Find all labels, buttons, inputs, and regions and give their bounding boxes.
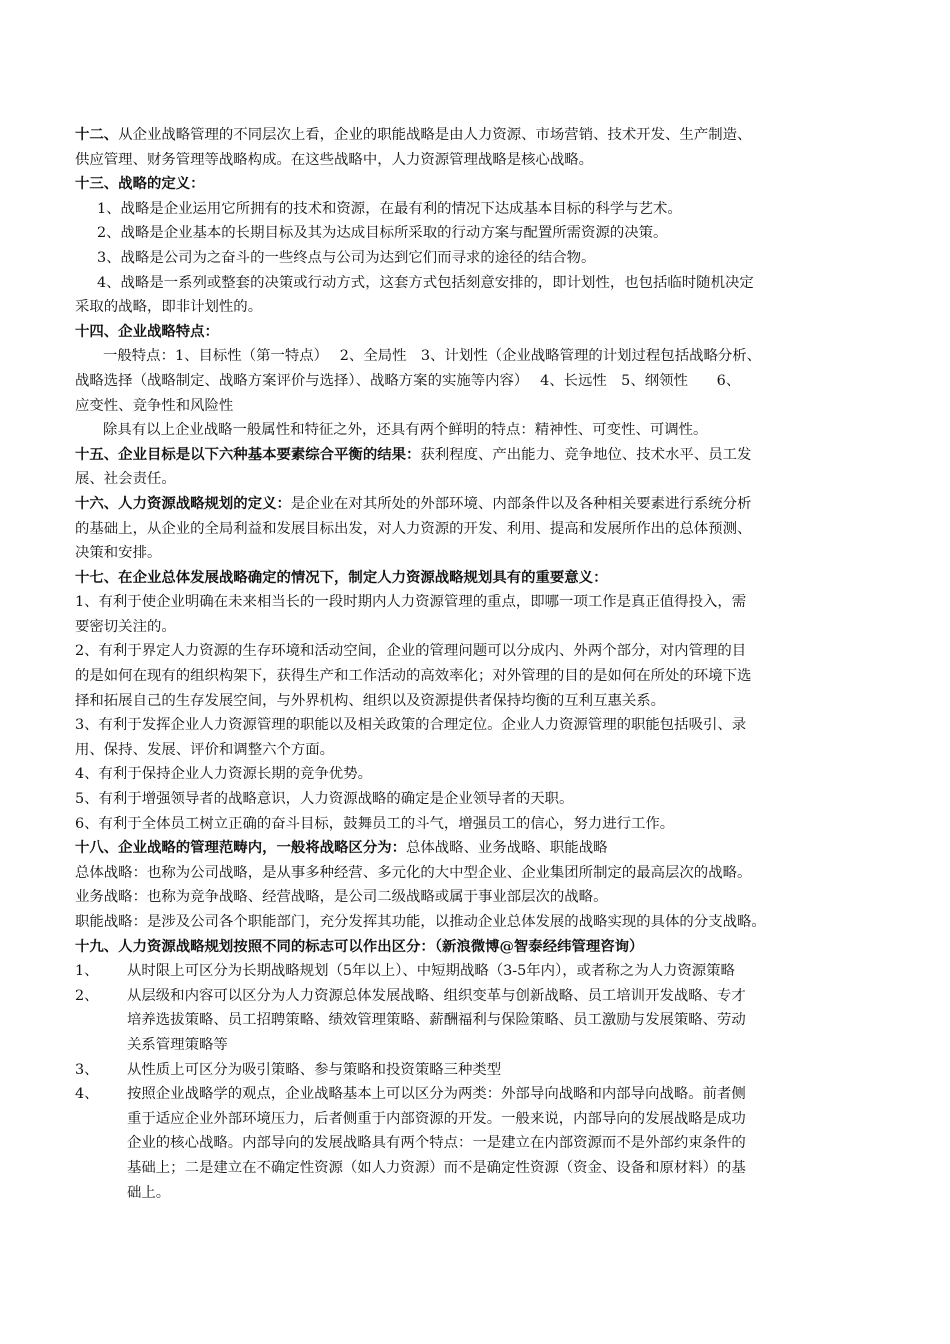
section-18-line: 业务战略：也称为竞争战略、经营战略，是公司二级战略或属于事业部层次的战略。 [75, 889, 608, 906]
section-16-line-1 [75, 492, 875, 517]
section-18-heading: 十八、企业战略的管理范畴内，一般将战略区分为： [75, 839, 406, 857]
section-19-item-2 [75, 984, 875, 1058]
item-line: 基础上；二是建立在不确定性资源（如人力资源）而不是确定性资源（资金、设备和原材料）的基 [127, 1159, 746, 1176]
item-number: 3、 [75, 1061, 99, 1078]
item-line: 企业的核心战略。内部导向的发展战略具有两个特点：一是建立在内部资源而不是外部约束条件的 [127, 1135, 746, 1152]
section-17-line: 1、有利于使企业明确在未来相当长的一段时期内人力资源管理的重点，即哪一项工作是真正值得投入，需 [75, 594, 747, 611]
section-17-line: 择和拓展自己的生存发展空间，与外界机构、组织以及资源提供者保持均衡的互利互惠关系。 [75, 692, 666, 709]
section-15-line-2: 展、社会责任。 [75, 471, 176, 488]
item-line: 从层级和内容可以区分为人力资源总体发展战略、组织变革与创新战略、员工培训开发战略、专才 [127, 987, 746, 1004]
section-15-text: 获利程度、产出能力、竞争地位、技术水平、员工发 [420, 446, 752, 463]
section-16-text: 是企业在对其所处的外部环境、内部条件以及各种相关要素进行系统分析 [290, 495, 752, 512]
item-line: 关系管理策略等 [127, 1036, 228, 1053]
section-13-item-4: 4、战略是一系列或整套的决策或行动方式，这套方式包括刻意安排的，即计划性，也包括临时随机决定 [97, 274, 754, 291]
section-14-heading: 十四、企业战略特点： [75, 322, 219, 340]
section-15-line-1 [75, 443, 875, 468]
section-17-line: 2、有利于界定人力资源的生存环境和活动空间，企业的管理问题可以分成内、外两个部分，对内管理的目 [75, 643, 747, 660]
item-line: 从时限上可区分为长期战略规划（5年以上）、中短期战略（3-5年内），或者称之为人力资源策略 [127, 963, 735, 980]
section-15-heading: 十五、企业目标是以下六种基本要素综合平衡的结果： [75, 445, 421, 463]
section-17-line: 用、保持、发展、评价和调整六个方面。 [75, 741, 335, 758]
section-16-heading: 十六、人力资源战略规划的定义： [75, 494, 291, 512]
section-18-line: 职能战略：是涉及公司各个职能部门，充分发挥其功能，以推动企业总体发展的战略实现的具体的分支战略。 [75, 914, 766, 930]
section-13-item-1: 1、战略是企业运用它所拥有的技术和资源，在最有利的情况下达成基本目标的科学与艺术。 [97, 200, 682, 217]
item-line: 础上。 [127, 1184, 171, 1201]
section-13-heading: 十三、战略的定义： [75, 175, 205, 193]
section-17-heading: 十七、在企业总体发展战略确定的情况下，制定人力资源战略规划具有的重要意义： [75, 568, 608, 586]
item-number: 4、 [75, 1086, 99, 1103]
section-12-text: 从企业战略管理的不同层次上看，企业的职能战略是由人力资源、市场营销、技术开发、生产制造、 [118, 127, 752, 143]
item-line: 从性质上可区分为吸引策略、参与策略和投资策略三种类型 [127, 1061, 502, 1078]
item-line: 培养选拔策略、员工招聘策略、绩效管理策略、薪酬福利与保险策略、员工激励与发展策略、劳动 [127, 1012, 746, 1029]
section-12-line-2: 供应管理、财务管理等战略构成。在这些战略中，人力资源管理战略是核心战略。 [75, 151, 594, 168]
section-13-item-2: 2、战略是企业基本的长期目标及其为达成目标所采取的行动方案与配置所需资源的决策。 [97, 225, 668, 242]
section-19-item-3 [75, 1058, 875, 1083]
section-17-line: 的是如何在现有的组织构架下，获得生产和工作活动的高效率化；对外管理的目的是如何在所处的环境下选 [75, 668, 752, 685]
section-14-para-1-line-2: 战略选择（战略制定、战略方案评价与选择）、战略方案的实施等内容） 4、长远性 5、纲领性 6、 [75, 372, 741, 389]
document-page [75, 123, 875, 1205]
section-14-para-2: 除具有以上企业战略一般属性和特征之外，还具有两个鲜明的特点：精神性、可变性、可调性。 [103, 422, 708, 439]
item-line: 按照企业战略学的观点，企业战略基本上可以区分为两类：外部导向战略和内部导向战略。前者侧 [127, 1086, 746, 1103]
section-17-line: 要密切关注的。 [75, 618, 176, 635]
section-16-line-2: 的基础上，从企业的全局利益和发展目标出发，对人力资源的开发、利用、提高和发展所作出的总体预测、 [75, 520, 752, 537]
section-16-line-3: 决策和安排。 [75, 545, 162, 562]
section-13-item-4-cont: 采取的战略，即非计划性的。 [75, 299, 263, 316]
section-14-para-1-line-3: 应变性、竞争性和风险性 [75, 397, 234, 414]
section-12-line-1 [75, 123, 875, 148]
section-19-item-4 [75, 1082, 875, 1205]
section-12-heading: 十二、 [75, 126, 119, 143]
section-18-text: 总体战略、业务战略、职能战略 [406, 840, 608, 857]
section-19-heading: 十九、人力资源战略规划按照不同的标志可以作出区分：（新浪微博@智泰经纬管理咨询） [75, 937, 644, 955]
section-13-item-3: 3、战略是公司为之奋斗的一些终点与公司为达到它们而寻求的途径的结合物。 [97, 249, 596, 266]
item-line: 重于适应企业外部环境压力，后者侧重于内部资源的开发。一般来说，内部导向的发展战略是成功 [127, 1110, 746, 1127]
item-number: 2、 [75, 987, 99, 1004]
section-17-line: 3、有利于发挥企业人力资源管理的职能以及相关政策的合理定位。企业人力资源管理的职能包括吸引、录 [75, 717, 747, 734]
section-19-item-1 [75, 959, 875, 984]
item-number: 1、 [75, 963, 99, 980]
section-14-para-1-line-1: 一般特点：1、目标性（第一特点） 2、全局性 3、计划性（企业战略管理的计划过程包括战略分析、 [103, 348, 762, 365]
section-18-line-1 [75, 836, 875, 861]
section-17-line: 6、有利于全体员工树立正确的奋斗目标，鼓舞员工的斗气，增强员工的信心，努力进行工作。 [75, 815, 675, 832]
section-17-line: 5、有利于增强领导者的战略意识，人力资源战略的确定是企业领导者的天职。 [75, 791, 574, 808]
section-18-line: 总体战略：也称为公司战略，是从事多种经营、多元化的大中型企业、企业集团所制定的最高层次的战略。 [75, 864, 752, 881]
section-17-line: 4、有利于保持企业人力资源长期的竞争优势。 [75, 766, 372, 783]
